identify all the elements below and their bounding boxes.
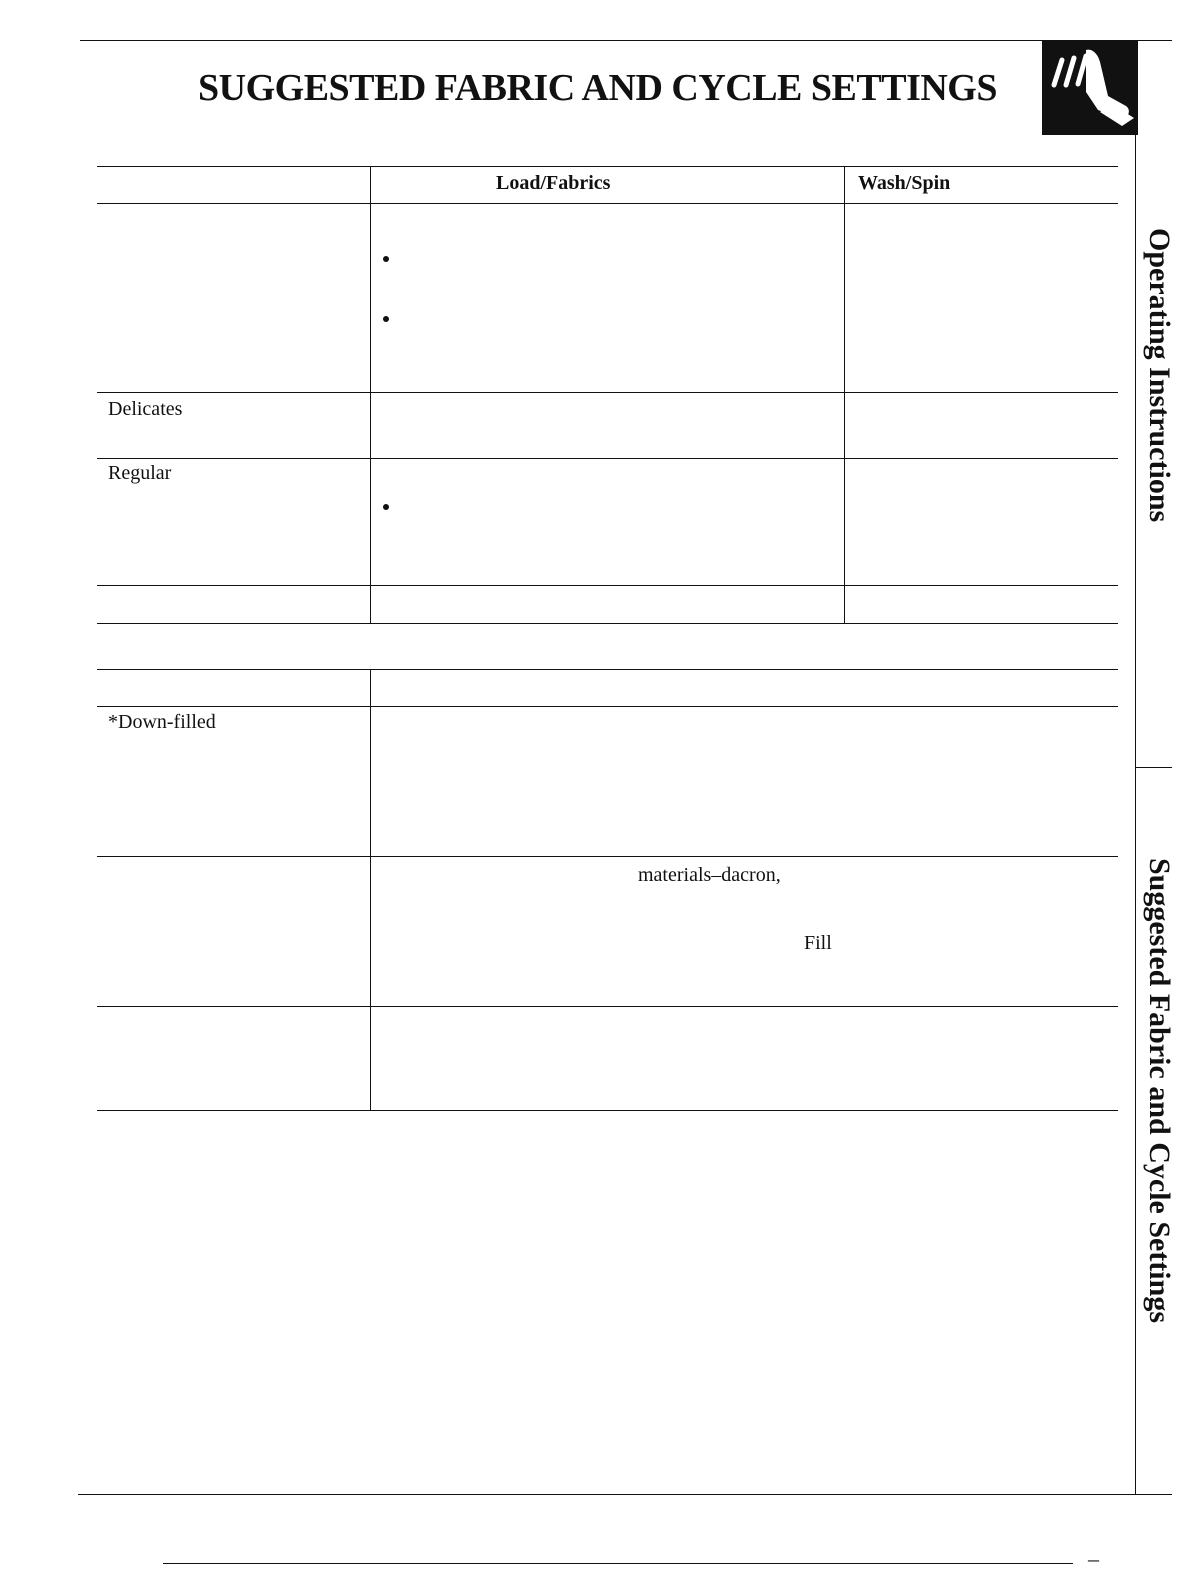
- row-rule: [97, 392, 1118, 393]
- tab-suggested-fabric-and-cycle-settings: Suggested Fabric and Cycle Settings: [1143, 858, 1176, 1323]
- bullet: [383, 316, 389, 322]
- hand-pressing-button-icon: [1042, 40, 1138, 135]
- footer-rule: [163, 1563, 1073, 1564]
- row-rule: [97, 1006, 1118, 1007]
- row-rule: [97, 856, 1118, 857]
- table2-col-divider: [370, 669, 371, 1111]
- row-rule: [97, 458, 1118, 459]
- footer-mark: –: [1088, 1546, 1099, 1571]
- row-rule: [97, 585, 1118, 586]
- tab-operating-instructions: Operating Instructions: [1143, 228, 1176, 523]
- fragment-fill: Fill: [804, 932, 832, 954]
- page-title: SUGGESTED FABRIC AND CYCLE SETTINGS: [198, 67, 997, 109]
- table1-col-divider-1: [370, 166, 371, 624]
- table2-header-rule: [97, 706, 1118, 707]
- fragment-materials-dacron: materials–dacron,: [638, 864, 781, 886]
- bullet: [383, 504, 389, 510]
- cycle-delicates: Delicates: [108, 398, 183, 420]
- cycle-regular: Regular: [108, 462, 172, 484]
- table1-header-rule: [97, 203, 1118, 204]
- sidebar-tab-divider: [1135, 767, 1172, 768]
- table1-top-rule: [97, 166, 1118, 167]
- header-wash-spin: Wash/Spin: [858, 172, 951, 194]
- label-down-filled: *Down-filled: [108, 711, 216, 733]
- header-load-fabrics: Load/Fabrics: [496, 172, 611, 194]
- table2-bottom-rule: [97, 1110, 1118, 1111]
- table2-top-rule: [97, 669, 1118, 670]
- top-rule: [80, 40, 1172, 41]
- bottom-rule: [78, 1494, 1172, 1495]
- bullet: [383, 256, 389, 262]
- table1-col-divider-2: [844, 166, 845, 624]
- table1-bottom-rule: [97, 623, 1118, 624]
